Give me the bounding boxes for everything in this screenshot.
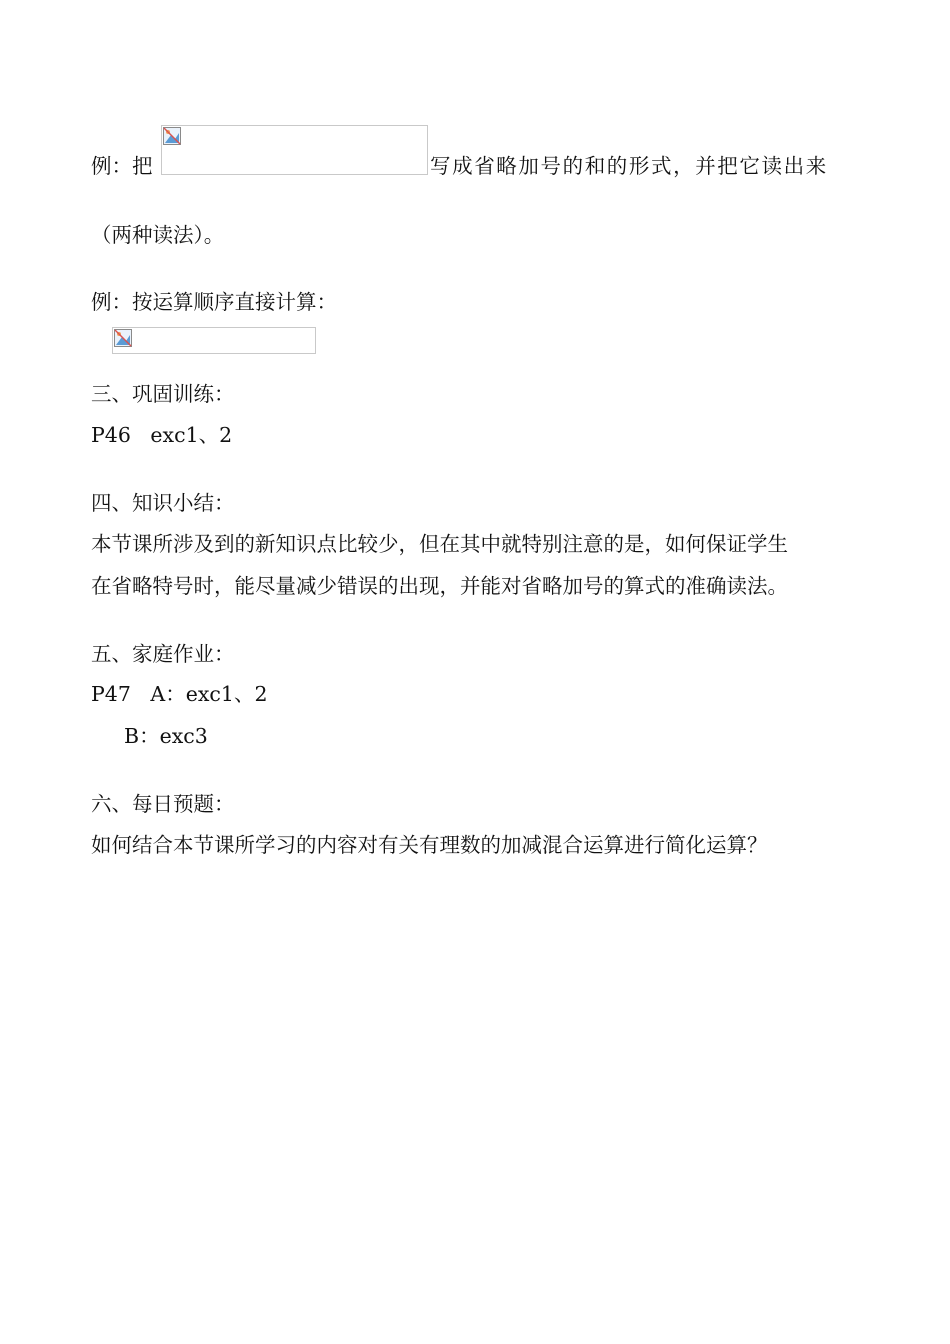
example1-continuation: （两种读法）。 [91,223,225,247]
section4-heading: 四、知识小结： [91,491,235,515]
section5-heading: 五、家庭作业： [91,642,235,666]
section4-paragraph-line1: 本节课所涉及到的新知识点比较少，但在其中就特别注意的是，如何保证学生 [91,532,788,556]
broken-image-icon [163,127,181,145]
example1-prefix: 例：把 [91,154,153,178]
section6-question: 如何结合本节课所学习的内容对有关有理数的加减混合运算进行简化运算？ [91,833,768,857]
section5-item-b: B：exc3 [124,724,208,748]
example1-suffix: 写成省略加号的和的形式，并把它读出来 [430,154,828,178]
section3-item: P46 exc1、2 [91,423,233,447]
broken-image-icon [114,329,132,347]
section6-heading: 六、每日预题： [91,792,235,816]
embedded-image-placeholder [161,125,428,175]
section3-heading: 三、巩固训练： [91,382,235,406]
section4-paragraph-line2: 在省略特号时，能尽量减少错误的出现，并能对省略加号的算式的准确读法。 [91,574,788,598]
example2-text: 例：按运算顺序直接计算： [91,290,337,314]
embedded-formula-image-placeholder [112,327,316,354]
section5-item-a: P47 A：exc1、2 [91,682,268,706]
